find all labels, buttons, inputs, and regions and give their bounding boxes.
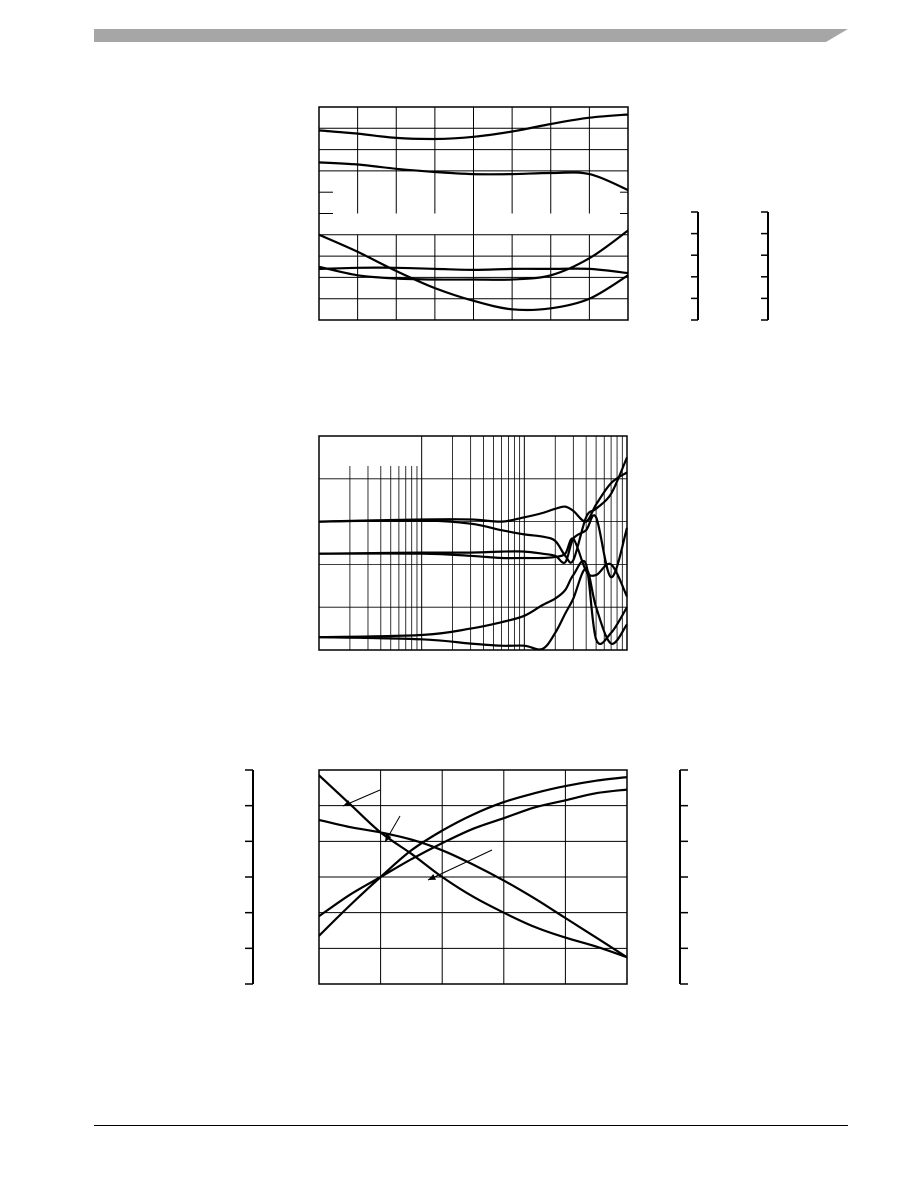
chart-2-svg xyxy=(300,426,640,666)
series-line-5 xyxy=(319,561,627,644)
series-line-6 xyxy=(319,569,627,650)
series-line-3 xyxy=(319,777,627,936)
chart-2 xyxy=(300,426,640,666)
plot-frame xyxy=(319,436,627,650)
chart-3-svg xyxy=(230,756,710,996)
series-line-4 xyxy=(319,538,627,596)
series-line-1 xyxy=(319,472,627,521)
chart-3 xyxy=(230,756,710,996)
chart-1 xyxy=(300,96,800,336)
header-bar xyxy=(0,0,918,50)
series-line-2 xyxy=(319,820,627,957)
arrow-3 xyxy=(428,850,492,880)
chart-1-svg xyxy=(300,96,800,336)
series-line-1 xyxy=(319,775,627,957)
header-bar-shape xyxy=(94,29,848,42)
footer-rule xyxy=(94,1125,848,1126)
series-line-2 xyxy=(319,457,627,562)
